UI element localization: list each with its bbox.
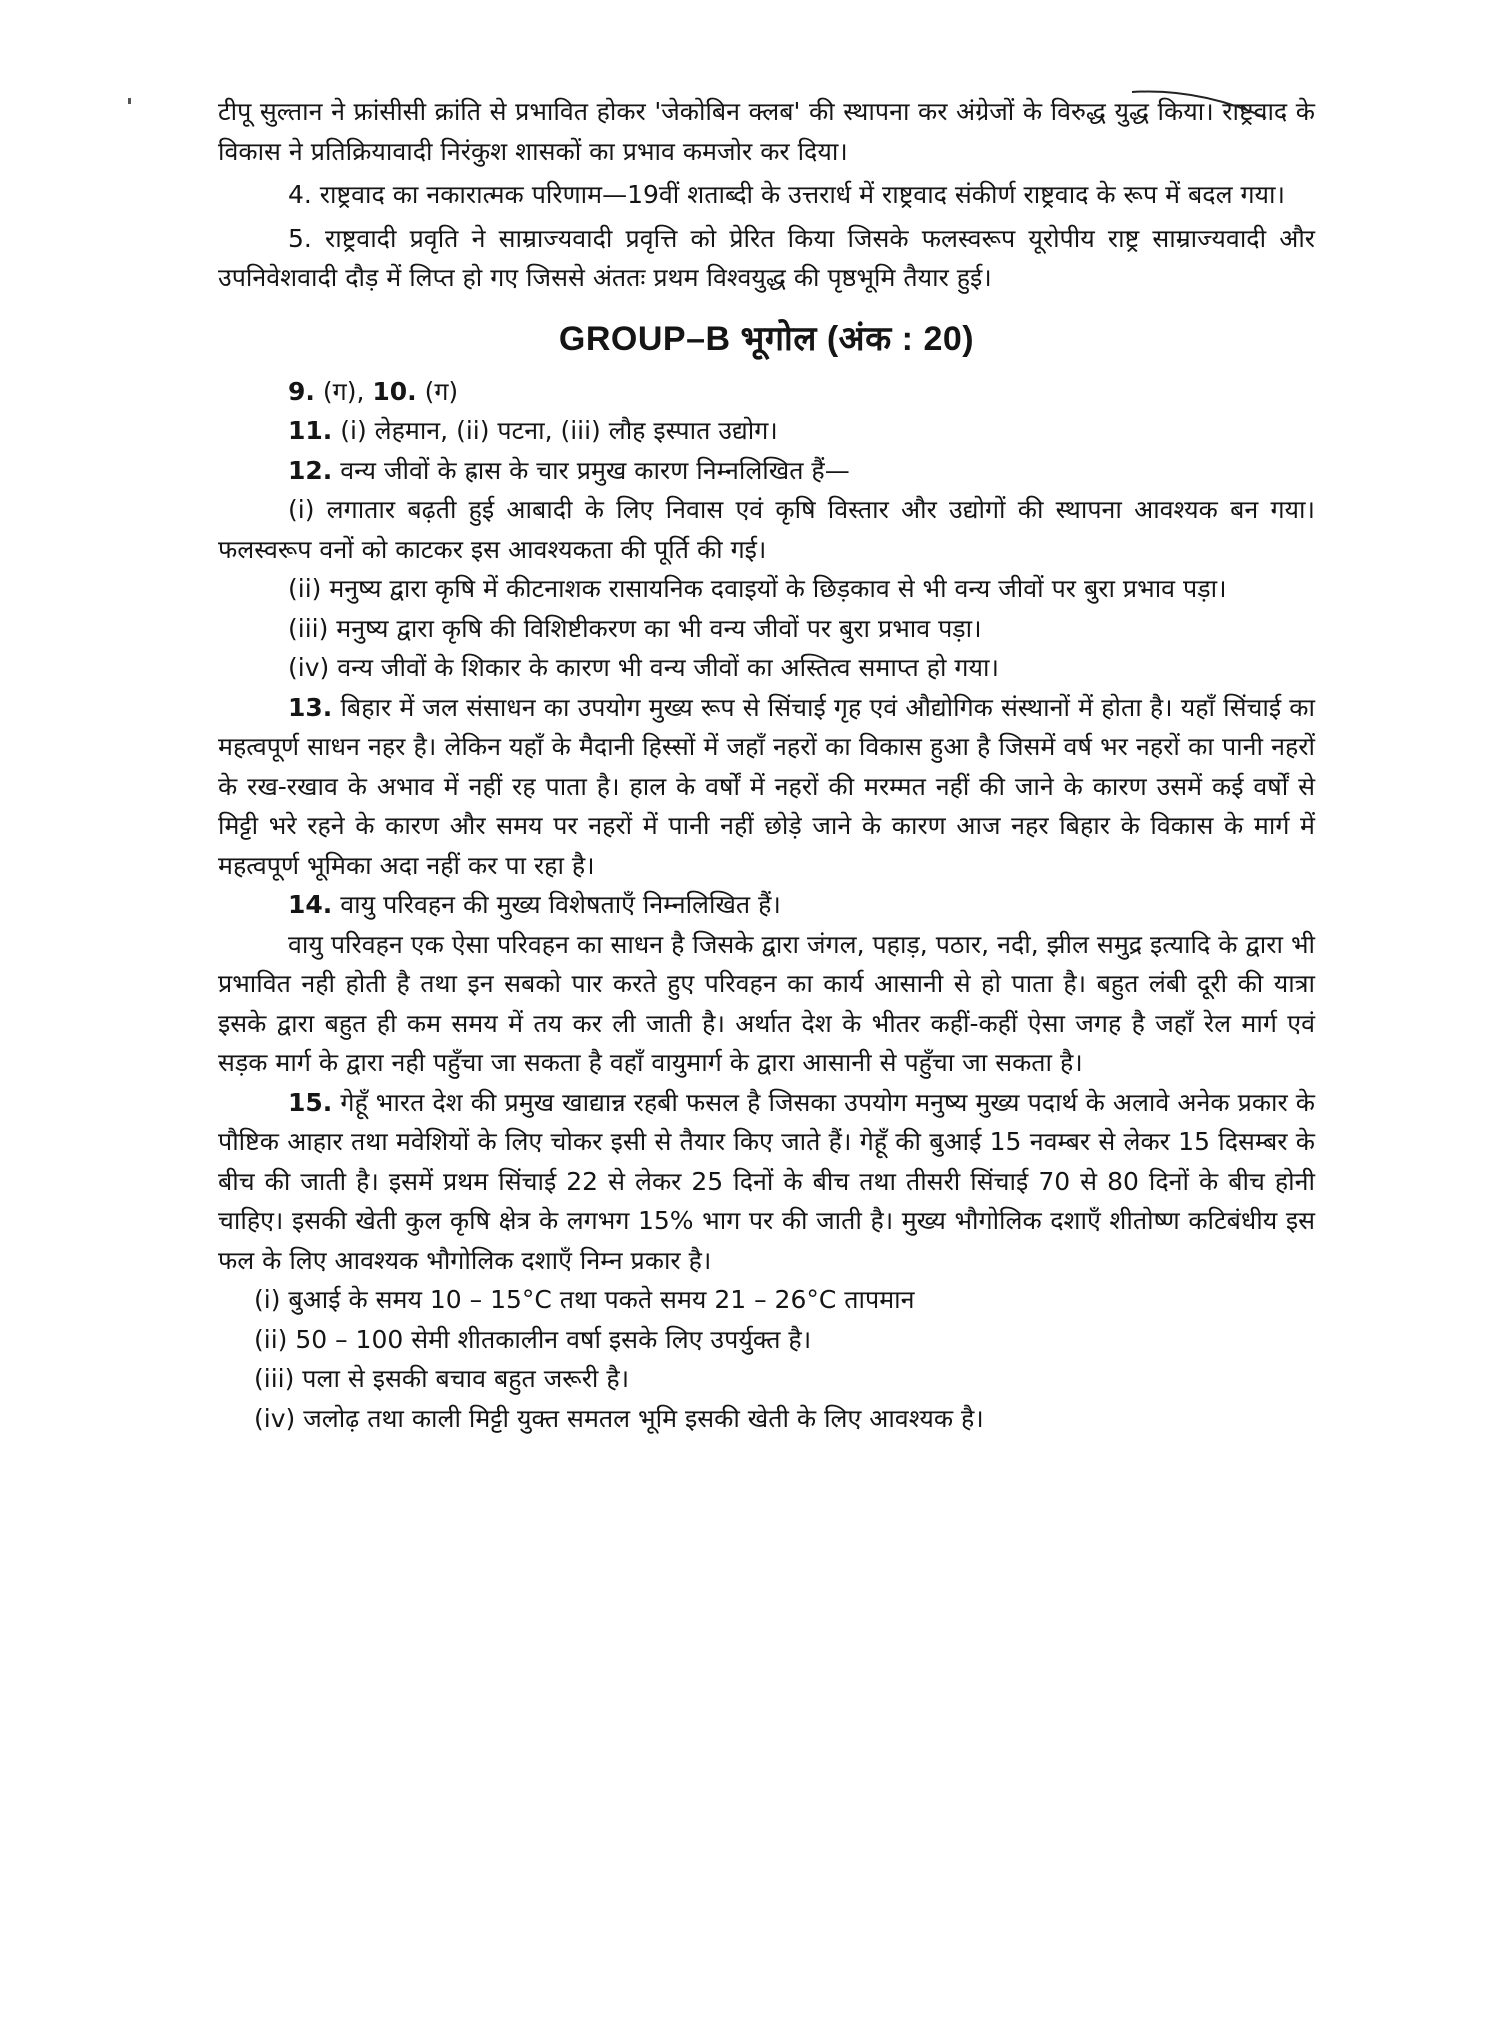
answer-14-number: 14. xyxy=(288,890,333,919)
answer-11-text: (i) लेहमान, (ii) पटना, (iii) लौह इस्पात उद्योग। xyxy=(340,416,778,445)
answer-9-text: (ग), xyxy=(322,376,373,406)
answer-15 xyxy=(218,1083,1315,1281)
answer-12 xyxy=(218,451,1315,491)
answer-12-number: 12. xyxy=(288,455,333,485)
point-4: 4. राष्ट्रवाद का नकारात्मक परिणाम—19वीं शताब्दी के उत्तरार्ध में राष्ट्रवाद संकीर्ण राष्ट्रवाद के रूप में बदल गया। xyxy=(288,180,1285,209)
answer-9-number: 9. xyxy=(288,376,315,406)
answer-14-text: वायु परिवहन की मुख्य विशेषताएँ निम्नलिखित हैं। xyxy=(340,890,781,919)
answer-13-number: 13. xyxy=(288,692,333,722)
answer-13-text: बिहार में जल संसाधन का उपयोग मुख्य रूप से सिंचाई गृह एवं औद्योगिक संस्थानों में होता है। यहाँ सिंचाई का महत्वपूर्ण साधन नहर है। लेकिन यहाँ के मैदानी हिस्सों में जहाँ नहरों का विकास हुआ है जिसमें वर्ष भर नहरों का पानी नहरों के रख-रखाव के अभाव में नहीं रह पाता है। हाल के वर्षों में नहरों की मरम्मत नहीं की जाने के कारण उसमें कई वर्षों से मिट्टी भरे रहने के कारण और समय पर नहरों में पानी नहीं छोड़े जाने के कारण आज नहर बिहार के विकास के मार्ग में महत्वपूर्ण भूमिका अदा नहीं कर पा रहा है। xyxy=(218,692,1315,880)
scan-curve-mark xyxy=(1130,82,1270,122)
answer-14 xyxy=(218,885,1315,925)
answer-15-item: (iii) पला से इसकी बचाव बहुत जरूरी है। xyxy=(254,1364,630,1393)
answer-14-paragraph: वायु परिवहन एक ऐसा परिवहन का साधन है जिसके द्वारा जंगल, पहाड़, पठार, नदी, झील समुद्र इत्यादि के द्वारा भी प्रभावित नही होती है तथा इन सबको पार करते हुए परिवहन का कार्य आसानी से हो पाता है। बहुत लंबी दूरी की यात्रा इसके द्वारा बहुत ही कम समय में तय कर ली जाती है। अर्थात देश के भीतर कहीं-कहीं ऐसा जगह है जहाँ रेल मार्ग एवं सड़क मार्ग के द्वारा नही पहुँचा जा सकता है वहाँ वायुमार्ग के द्वारा आसानी से पहुँचा जा सकता है। xyxy=(218,929,1315,1077)
answer-15-item: (i) बुआई के समय 10 – 15°C तथा पकते समय 21 – 26°C तापमान xyxy=(254,1285,915,1314)
answer-15-text: गेहूँ भारत देश की प्रमुख खाद्यान्न रहबी फसल है जिसका उपयोग मनुष्य मुख्य पदार्थ के अलावे अनेक प्रकार के पौष्टिक आहार तथा मवेशियों के लिए चोकर इसी से तैयार किए जाते हैं। गेहूँ की बुआई 15 नवम्बर से लेकर 15 दिसम्बर के बीच की जाती है। इसमें प्रथम सिंचाई 22 से लेकर 25 दिनों के बीच तथा तीसरी सिंचाई 70 से 80 दिनों के बीच होनी चाहिए। इसकी खेती कुल कृषि क्षेत्र के लगभग 15% भाग पर की जाती है। मुख्य भौगोलिक दशाएँ शीतोष्ण कटिबंधीय इस फल के लिए आवश्यक भौगोलिक दशाएँ निम्न प्रकार है। xyxy=(218,1087,1316,1275)
answer-12-item: (iii) मनुष्य द्वारा कृषि की विशिष्टीकरण का भी वन्य जीवों पर बुरा प्रभाव पड़ा। xyxy=(288,613,982,643)
answer-15-number: 15. xyxy=(288,1087,333,1117)
point-5: 5. राष्ट्रवादी प्रवृति ने साम्राज्यवादी प्रवृत्ति को प्रेरित किया जिसके फलस्वरूप यूरोपीय राष्ट्र साम्राज्यवादी और उपनिवेशवादी दौड़ में लिप्त हो गए जिससे अंततः प्रथम विश्वयुद्ध की पृष्ठभूमि तैयार हुई। xyxy=(218,223,1315,292)
answer-12-item: (iv) वन्य जीवों के शिकार के कारण भी वन्य जीवों का अस्तित्व समाप्त हो गया। xyxy=(288,653,999,682)
answer-10-number: 10. xyxy=(372,376,417,406)
answer-13 xyxy=(218,688,1315,886)
answer-12-text: वन्य जीवों के ह्रास के चार प्रमुख कारण निम्नलिखित हैं— xyxy=(340,455,850,485)
intro-paragraph: टीपू सुल्तान ने फ्रांसीसी क्रांति से प्रभावित होकर 'जेकोबिन क्लब' की स्थापना कर अंग्रेजों के विरुद्ध युद्ध किया। राष्ट्रवाद के विकास ने प्रतिक्रियावादी निरंकुश शासकों का प्रभाव कमजोर कर दिया। xyxy=(218,97,1315,166)
answer-10-text: (ग) xyxy=(424,376,459,406)
scan-speck xyxy=(128,98,131,104)
group-b-heading: GROUP–B भूगोल (अंक : 20) xyxy=(558,319,975,358)
answer-12-item: (ii) मनुष्य द्वारा कृषि में कीटनाशक रासायनिक दवाइयों के छिड़काव से भी वन्य जीवों पर बुरा प्रभाव पड़ा। xyxy=(288,574,1227,603)
answer-11 xyxy=(218,411,1315,451)
answer-12-item: (i) लगातार बढ़ती हुई आबादी के लिए निवास एवं कृषि विस्तार और उद्योगों की स्थापना आवश्यक बन गया। फलस्वरूप वनों को काटकर इस आवश्यकता की पूर्ति की गई। xyxy=(218,495,1315,564)
answer-15-item: (ii) 50 – 100 सेमी शीतकालीन वर्षा इसके लिए उपर्युक्त है। xyxy=(254,1324,812,1354)
answer-15-item: (iv) जलोढ़ तथा काली मिट्टी युक्त समतल भूमि इसकी खेती के लिए आवश्यक है। xyxy=(254,1403,984,1433)
answers-9-10 xyxy=(218,372,1315,412)
answer-11-number: 11. xyxy=(288,416,333,445)
